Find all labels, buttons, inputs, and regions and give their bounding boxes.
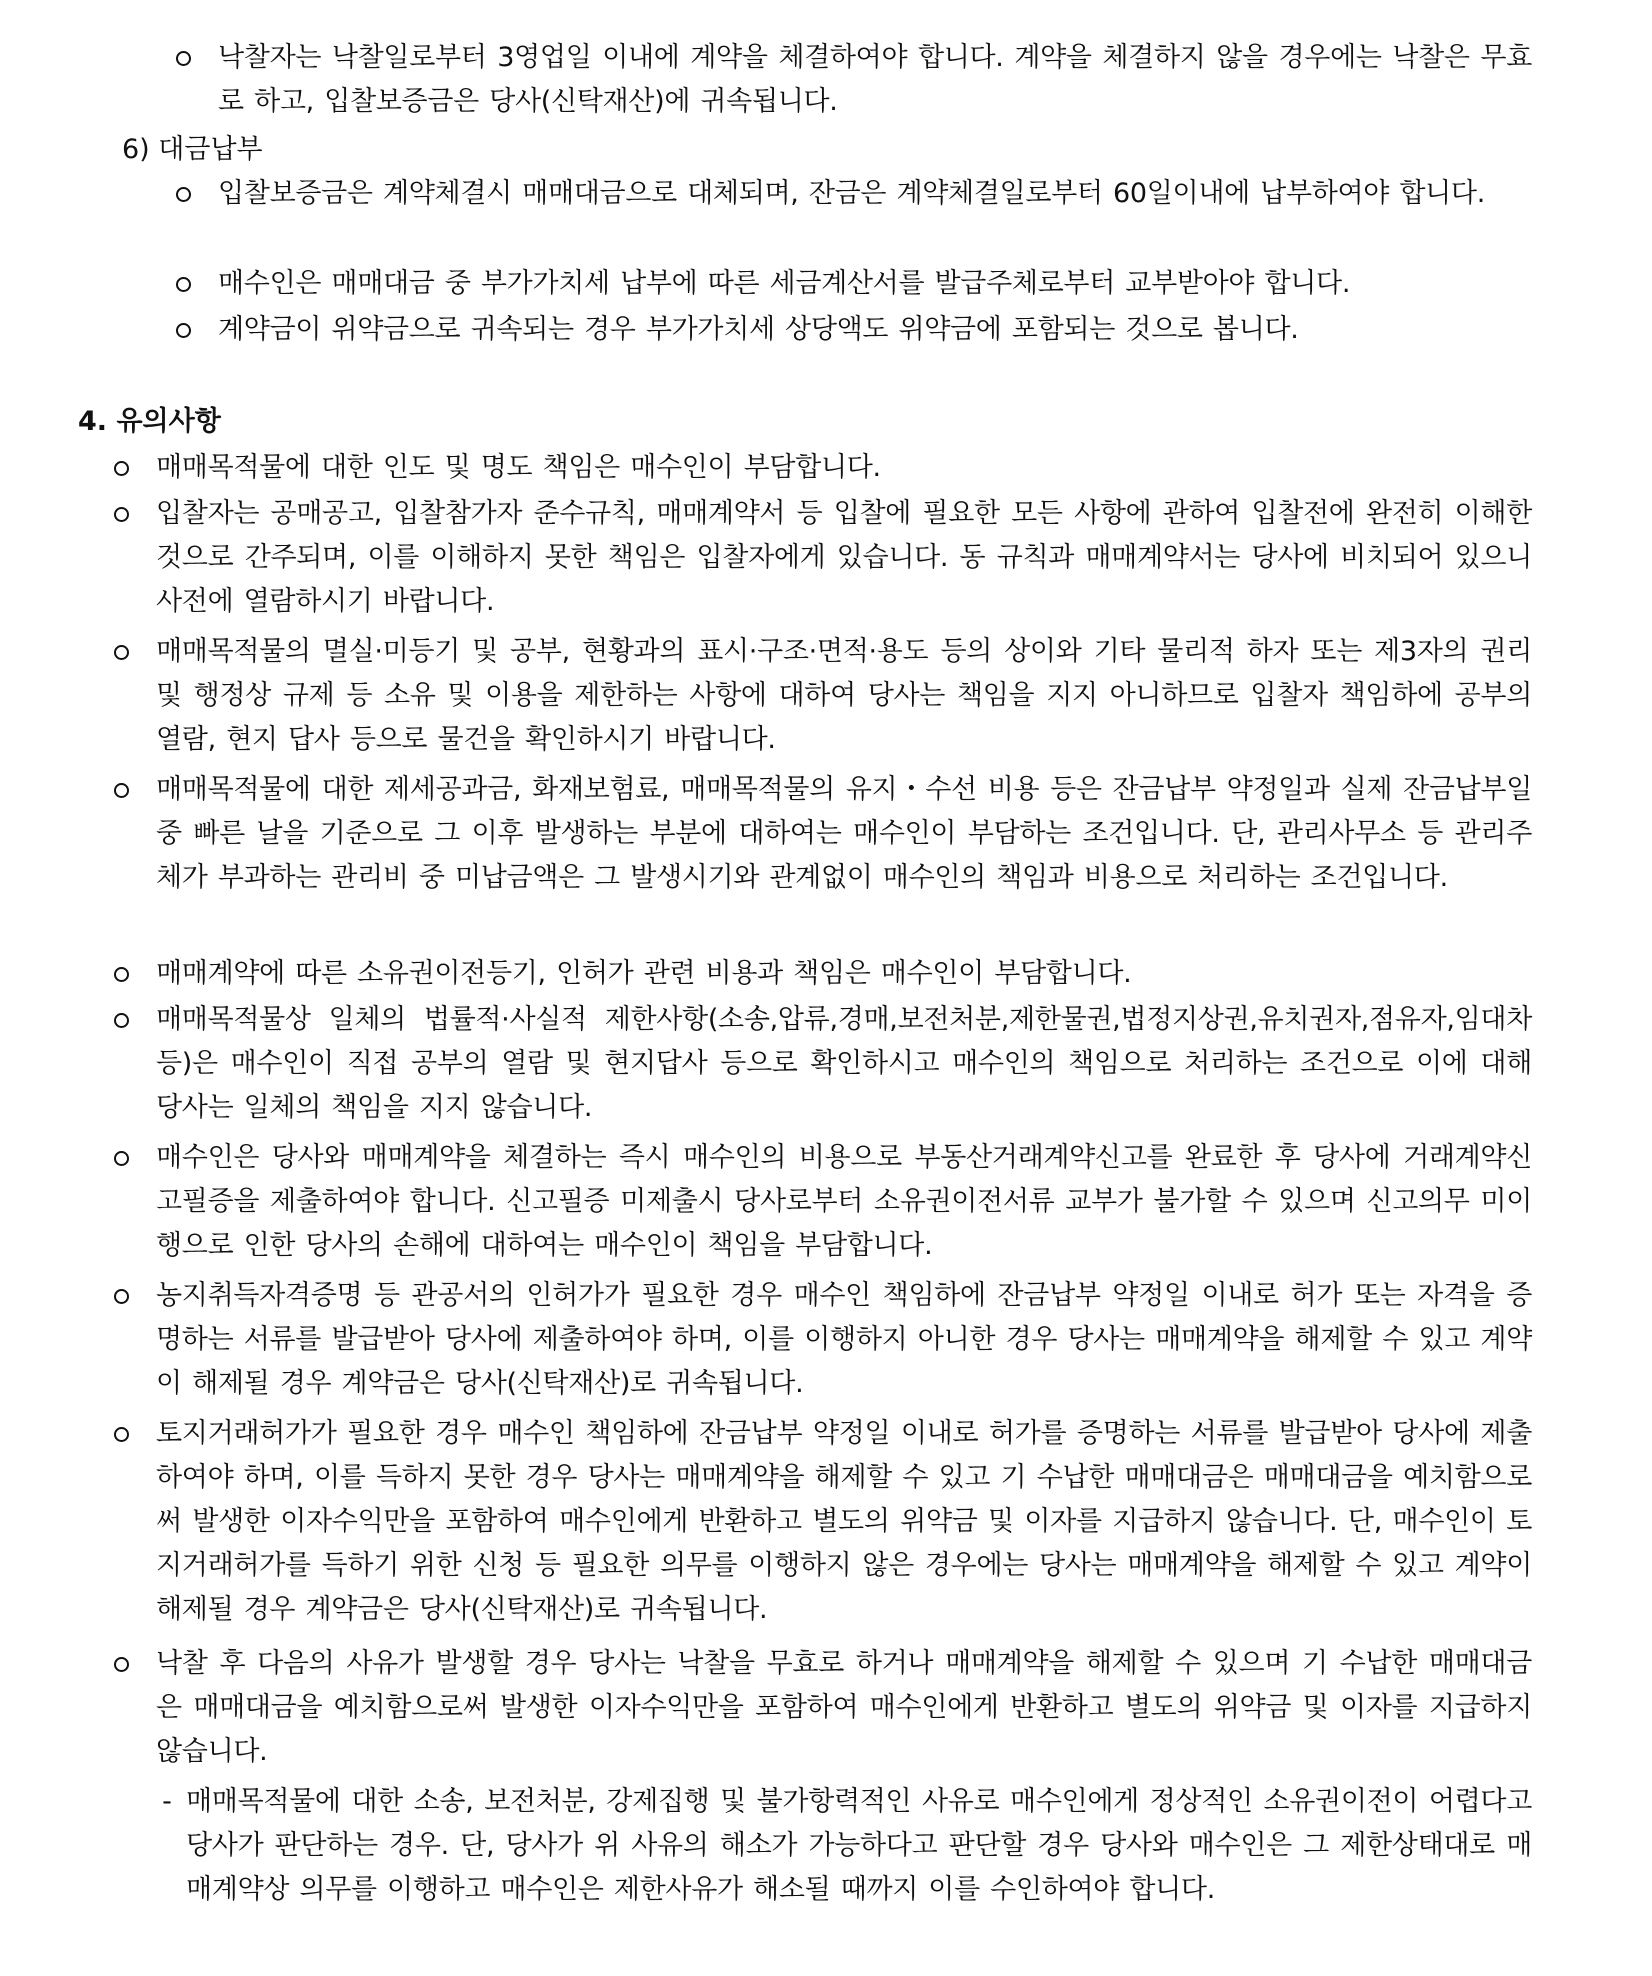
notes-item: 매매목적물상 일체의 법률적·사실적 제한사항(소송,압류,경매,보전처분,제한물권,법정지상권,유치권자,점유자,임대차 등)은 매수인이 직접 공부의 열람 및 현지답사 등으로 확인하시고 매수인의 책임으로 처리하는 조건으로 이에 대해 당사는 일체의 책임을 지지 않습니다. <box>156 1004 1532 1123</box>
bullet-circle-icon <box>172 36 194 80</box>
bullet-circle-icon <box>110 492 132 536</box>
notes-item: 매매목적물에 대한 인도 및 명도 책임은 매수인이 부담합니다. <box>156 452 881 483</box>
notes-item: 매매목적물의 멸실·미등기 및 공부, 현황과의 표시·구조·면적·용도 등의 상이와 기타 물리적 하자 또는 제3자의 권리 및 행정상 규제 등 소유 및 이용을 제한하는 사항에 대하여 당사는 책임을 지지 아니하므로 입찰자 책임하에 공부의 열람, 현지 답사 등으로 물건을 확인하시기 바랍니다. <box>156 636 1532 755</box>
bullet-circle-icon <box>110 630 132 674</box>
bullet-circle-icon <box>110 768 132 812</box>
bullet-circle-icon <box>172 172 194 216</box>
payment-item: 계약금이 위약금으로 귀속되는 경우 부가가치세 상당액도 위약금에 포함되는 것으로 봅니다. <box>218 314 1299 345</box>
bullet-circle-icon <box>172 262 194 306</box>
notes-item: 토지거래허가가 필요한 경우 매수인 책임하에 잔금납부 약정일 이내로 허가를 증명하는 서류를 발급받아 당사에 제출하여야 하며, 이를 득하지 못한 경우 당사는 매매계약을 해제할 수 있고 기 수납한 매매대금은 매매대금을 예치함으로써 발생한 이자수익만을 포함하여 매수인에게 반환하고 별도의 위약금 및 이자를 지급하지 않습니다. 단, 매수인이 토지거래허가를 득하기 위한 신청 등 필요한 의무를 이행하지 않은 경우에는 당사는 매매계약을 해제할 수 있고 계약이 해제될 경우 계약금은 당사(신탁재산)로 귀속됩니다. <box>156 1418 1532 1625</box>
payment-item: 매수인은 매매대금 중 부가가치세 납부에 따른 세금계산서를 발급주체로부터 교부받아야 합니다. <box>218 268 1351 299</box>
payment-heading: 6) 대금납부 <box>122 134 263 165</box>
notes-item: 입찰자는 공매공고, 입찰참가자 준수규칙, 매매계약서 등 입찰에 필요한 모든 사항에 관하여 입찰전에 완전히 이해한 것으로 간주되며, 이를 이해하지 못한 책임은 입찰자에게 있습니다. 동 규칙과 매매계약서는 당사에 비치되어 있으니 사전에 열람하시기 바랍니다. <box>156 498 1532 617</box>
bullet-circle-icon <box>110 1136 132 1180</box>
notes-item: 매수인은 당사와 매매계약을 체결하는 즉시 매수인의 비용으로 부동산거래계약신고를 완료한 후 당사에 거래계약신고필증을 제출하여야 합니다. 신고필증 미제출시 당사로부터 소유권이전서류 교부가 불가할 수 있으며 신고의무 미이행으로 인한 당사의 손해에 대하여는 매수인이 책임을 부담합니다. <box>156 1142 1532 1261</box>
notes-heading: 4. 유의사항 <box>78 406 221 437</box>
notes-item: 농지취득자격증명 등 관공서의 인허가가 필요한 경우 매수인 책임하에 잔금납부 약정일 이내로 허가 또는 자격을 증명하는 서류를 발급받아 당사에 제출하여야 하며, 이를 이행하지 아니한 경우 당사는 매매계약을 해제할 수 있고 계약이 해제될 경우 계약금은 당사(신탁재산)로 귀속됩니다. <box>156 1280 1532 1399</box>
winning-bid-contract-text: 낙찰자는 낙찰일로부터 3영업일 이내에 계약을 체결하여야 합니다. 계약을 체결하지 않을 경우에는 낙찰은 무효로 하고, 입찰보증금은 당사(신탁재산)에 귀속됩니다. <box>218 42 1532 117</box>
bullet-circle-icon <box>172 308 194 352</box>
notes-item: 매매계약에 따른 소유권이전등기, 인허가 관련 비용과 책임은 매수인이 부담합니다. <box>156 958 1132 989</box>
bullet-circle-icon <box>110 1642 132 1686</box>
notes-item: 낙찰 후 다음의 사유가 발생할 경우 당사는 낙찰을 무효로 하거나 매매계약을 해제할 수 있으며 기 수납한 매매대금은 매매대금을 예치함으로써 발생한 이자수익만을 포함하여 매수인에게 반환하고 별도의 위약금 및 이자를 지급하지 않습니다. <box>156 1648 1532 1767</box>
bullet-circle-icon <box>110 952 132 996</box>
sub-item-dash-mark: - <box>162 1786 172 1817</box>
bullet-circle-icon <box>110 446 132 490</box>
notes-sub-item: 매매목적물에 대한 소송, 보전처분, 강제집행 및 불가항력적인 사유로 매수인에게 정상적인 소유권이전이 어렵다고 당사가 판단하는 경우. 단, 당사가 위 사유의 해소가 가능하다고 판단할 경우 당사와 매수인은 그 제한상태대로 매매계약상 의무를 이행하고 매수인은 제한사유가 해소될 때까지 이를 수인하여야 합니다. <box>186 1786 1532 1905</box>
payment-item: 입찰보증금은 계약체결시 매매대금으로 대체되며, 잔금은 계약체결일로부터 60일이내에 납부하여야 합니다. <box>218 178 1485 209</box>
bullet-circle-icon <box>110 1412 132 1456</box>
bullet-circle-icon <box>110 1274 132 1318</box>
bullet-circle-icon <box>110 998 132 1042</box>
notes-item: 매매목적물에 대한 제세공과금, 화재보험료, 매매목적물의 유지・수선 비용 등은 잔금납부 약정일과 실제 잔금납부일 중 빠른 날을 기준으로 그 이후 발생하는 부분에 대하여는 매수인이 부담하는 조건입니다. 단, 관리사무소 등 관리주체가 부과하는 관리비 중 미납금액은 그 발생시기와 관계없이 매수인의 책임과 비용으로 처리하는 조건입니다. <box>156 774 1532 893</box>
